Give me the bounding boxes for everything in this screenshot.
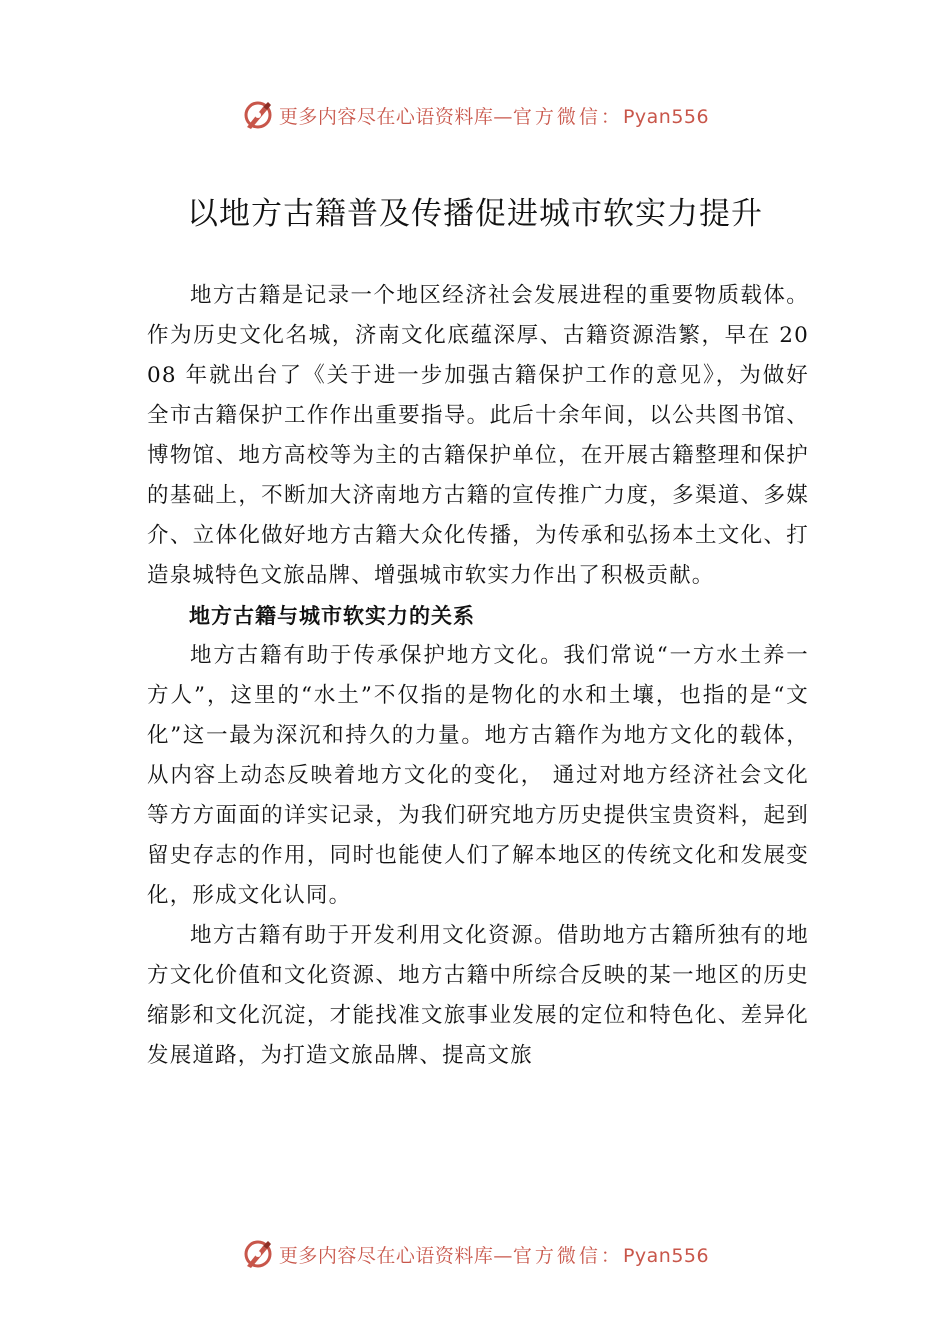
watermark-brand: 更多内容尽在心语资料库	[278, 105, 494, 128]
pen-logo-icon	[241, 1237, 275, 1271]
pen-logo-icon	[241, 98, 275, 132]
document-title: 以地方古籍普及传播促进城市软实力提升	[187, 196, 763, 232]
watermark-wechat-id: Pyan556	[622, 1244, 710, 1267]
watermark-label: 官方微信：	[512, 1244, 623, 1267]
watermark-text	[279, 102, 709, 129]
watermark-separator: —	[493, 1244, 513, 1267]
watermark-text	[279, 1241, 709, 1268]
watermark-wechat-id: Pyan556	[622, 105, 710, 128]
section-heading: 地方古籍与城市软实力的关系	[189, 604, 475, 628]
footer-watermark	[0, 1236, 950, 1272]
watermark-label: 官方微信：	[512, 105, 623, 128]
document-body	[147, 276, 809, 1076]
paragraph-intro: 地方古籍是记录一个地区经济社会发展进程的重要物质载体。作为历史文化名城，济南文化底蕴深厚、古籍资源浩繁，早在 2008 年就出台了《关于进一步加强古籍保护工作的意见》，为做好全市古籍保护工作作出重要指导。此后十余年间，以公共图书馆、博物馆、地方高校等为主的古籍保护单位，在开展古籍整理和保护的基础上，不断加大济南地方古籍的宣传推广力度，多渠道、多媒介、立体化做好地方古籍大众化传播，为传承和弘扬本土文化、打造泉城特色文旅品牌、增强城市软实力作出了积极贡献。	[147, 283, 809, 588]
header-watermark	[0, 97, 950, 133]
paragraph-culture-heritage: 地方古籍有助于传承保护地方文化。我们常说“一方水土养一方人”，这里的“水土”不仅指的是物化的水和土壤，也指的是“文化”这一最为深沉和持久的力量。地方古籍作为地方文化的载体，从内容上动态反映着地方文化的变化， 通过对地方经济社会文化等方方面面的详实记录，为我们研究地方历史提供宝贵资料，起到留史存志的作用，同时也能使人们了解本地区的传统文化和发展变化，形成文化认同。	[147, 643, 809, 908]
watermark-separator: —	[493, 105, 513, 128]
watermark-brand: 更多内容尽在心语资料库	[278, 1244, 494, 1267]
paragraph-culture-resources: 地方古籍有助于开发利用文化资源。借助地方古籍所独有的地方文化价值和文化资源、地方古籍中所综合反映的某一地区的历史缩影和文化沉淀，才能找准文旅事业发展的定位和特色化、差异化发展道路，为打造文旅品牌、提高文旅	[147, 923, 809, 1068]
